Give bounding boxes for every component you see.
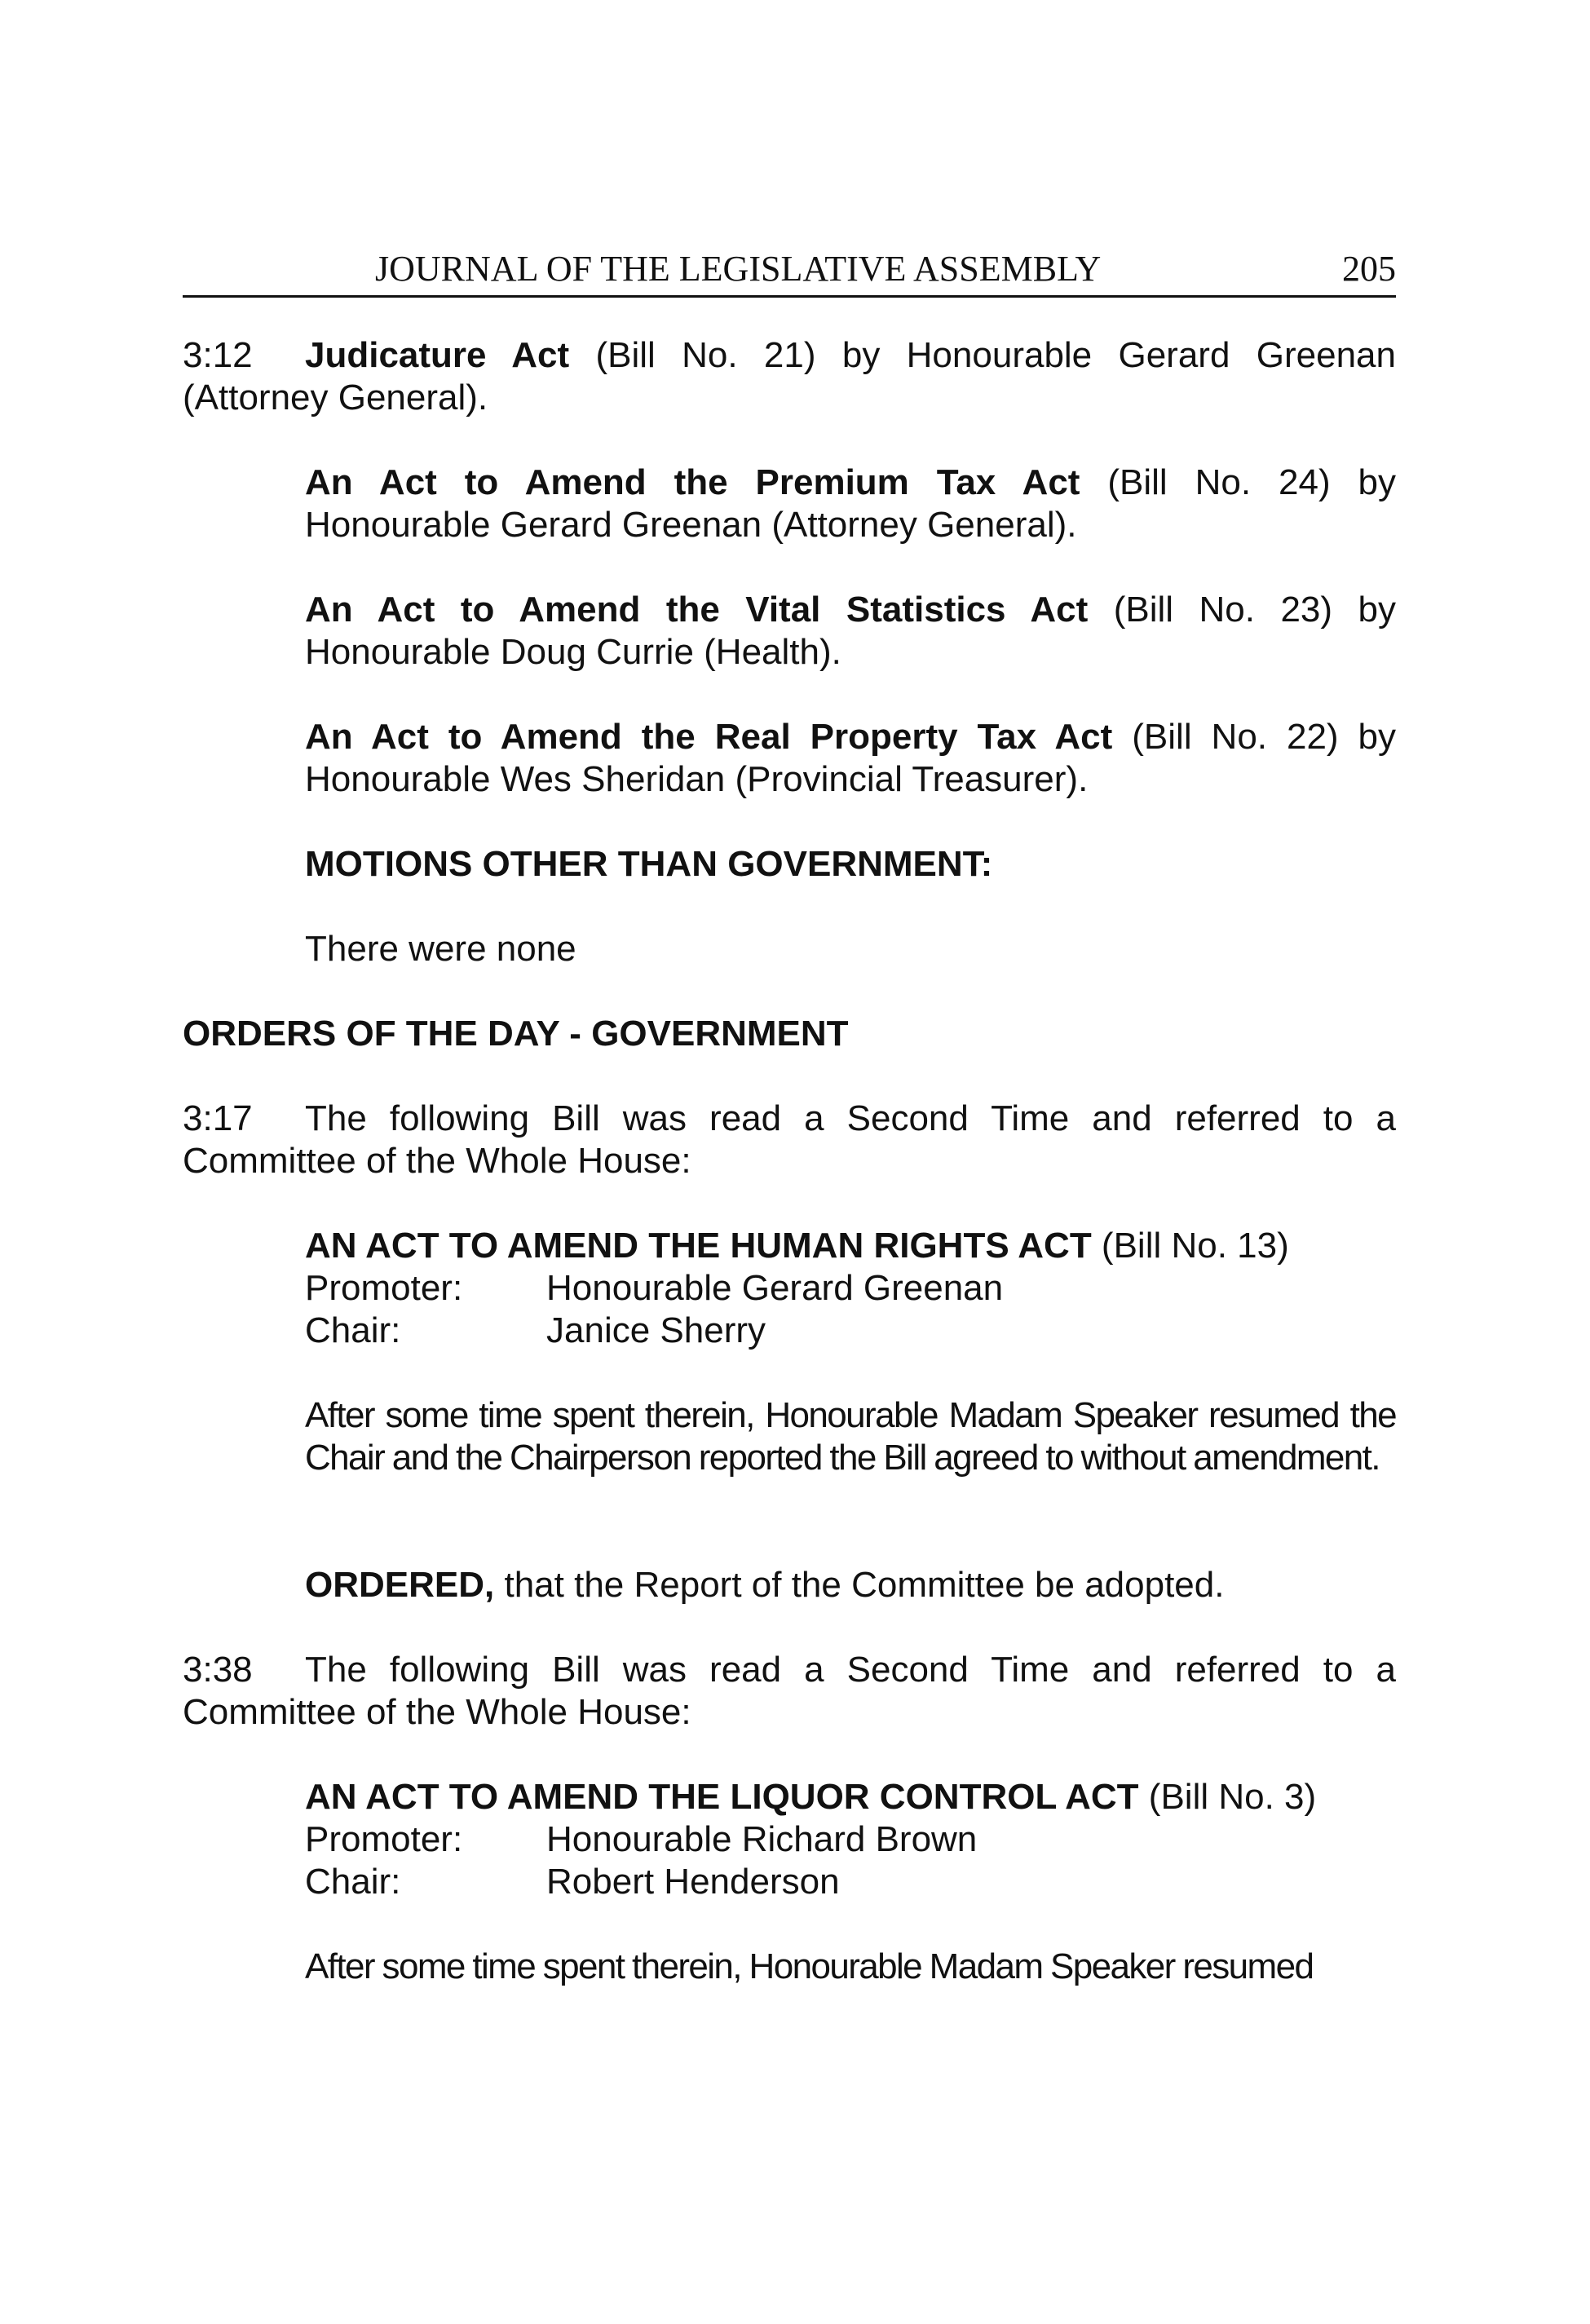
- bill-number: (Bill No. 3): [1138, 1777, 1317, 1817]
- entry-3-38: [183, 1649, 1396, 1734]
- bill-title: AN ACT TO AMEND THE LIQUOR CONTROL ACT: [305, 1777, 1139, 1817]
- bill-details: (Bill No. 21) by Honourable Gerard Greenan (Attorney General).: [183, 335, 1396, 418]
- bill-title: Judicature Act: [305, 335, 570, 375]
- bill-details: (Bill No. 22) by Honourable Wes Sheridan (Provincial Treasurer).: [305, 717, 1397, 799]
- motions-heading: MOTIONS OTHER THAN GOVERNMENT:: [305, 844, 993, 884]
- entry-text: The following Bill was read a Second Time and referred to a Committee of the Whole House:: [183, 1098, 1396, 1181]
- chair-row: [305, 1861, 840, 1903]
- bill-title: An Act to Amend the Premium Tax Act: [305, 462, 1080, 502]
- chair-name: Janice Sherry: [546, 1310, 766, 1350]
- entry-3-17: [183, 1098, 1396, 1182]
- ordered-label: ORDERED,: [305, 1565, 495, 1605]
- promoter-row: [305, 1267, 1003, 1310]
- promoter-name: Honourable Gerard Greenan: [546, 1268, 1004, 1308]
- bill-title: An Act to Amend the Vital Statistics Act: [305, 590, 1089, 630]
- entry-text: The following Bill was read a Second Time and referred to a Committee of the Whole House:: [183, 1650, 1396, 1732]
- motions-text: There were none: [305, 929, 576, 969]
- bill-23-entry: [305, 589, 1396, 674]
- committee-report: After some time spent therein, Honourable Madam Speaker resumed the Chair and the Chairperson reported the Bill agreed to without amendment.: [305, 1395, 1396, 1478]
- orders-heading: ORDERS OF THE DAY - GOVERNMENT: [183, 1014, 849, 1054]
- bill-number: (Bill No. 13): [1091, 1226, 1289, 1266]
- committee-report-partial: After some time spent therein, Honourable Madam Speaker resumed: [305, 1946, 1314, 1986]
- bill-22-entry: [305, 716, 1396, 801]
- promoter-name: Honourable Richard Brown: [546, 1819, 978, 1859]
- page-number: 205: [1342, 249, 1396, 289]
- chair-label: Chair:: [305, 1862, 401, 1902]
- entry-time: 3:12: [183, 335, 253, 375]
- chair-name: Robert Henderson: [546, 1862, 840, 1902]
- ordered-statement: ORDERED, that the Report of the Committee be adopted.: [305, 1565, 1225, 1605]
- chair-row: [305, 1310, 766, 1352]
- promoter-label: Promoter:: [305, 1819, 463, 1859]
- bill-24-entry: [305, 462, 1396, 546]
- journal-title: JOURNAL OF THE LEGISLATIVE ASSEMBLY: [375, 249, 1102, 289]
- bill-title: AN ACT TO AMEND THE HUMAN RIGHTS ACT: [305, 1226, 1092, 1266]
- promoter-label: Promoter:: [305, 1268, 463, 1308]
- entry-time: 3:38: [183, 1650, 253, 1690]
- bill-details: (Bill No. 24) by Honourable Gerard Greenan (Attorney General).: [305, 462, 1396, 545]
- entry-time: 3:17: [183, 1098, 253, 1138]
- human-rights-bill: [305, 1225, 1396, 1267]
- promoter-row: [305, 1818, 977, 1861]
- entry-3-12: [183, 334, 1396, 419]
- bill-title: An Act to Amend the Real Property Tax Act: [305, 717, 1113, 757]
- page-header: [183, 245, 1396, 298]
- bill-details: (Bill No. 23) by Honourable Doug Currie (Health).: [305, 590, 1396, 672]
- chair-label: Chair:: [305, 1310, 401, 1350]
- liquor-control-bill: [305, 1776, 1396, 1818]
